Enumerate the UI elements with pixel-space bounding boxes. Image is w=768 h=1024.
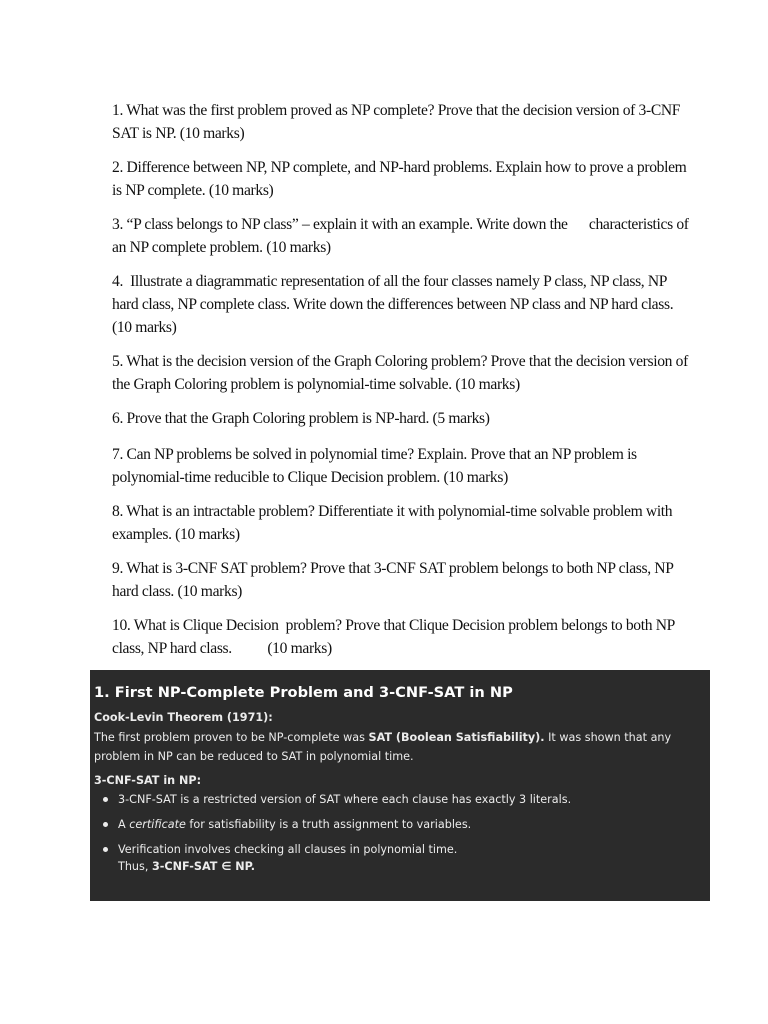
paragraph-text: It was shown that any problem in NP can be reduced to SAT in polynomial time.: [94, 731, 672, 763]
theorem-heading: Cook-Levin Theorem (1971):: [94, 711, 273, 724]
paragraph-bold-text: SAT (Boolean Satisfiability).: [368, 731, 545, 744]
bullet-italic-text: certificate: [129, 818, 186, 831]
question-item: 10. What is Clique Decision problem? Prove that Clique Decision problem belongs to both NP class, NP hard class. (10 marks): [112, 617, 675, 657]
question-item: 3. “P class belongs to NP class” – explain it with an example. Write down the characteristics of an NP complete problem. (10 marks): [112, 216, 689, 256]
list-item: 3-CNF-SAT is a restricted version of SAT where each clause has exactly 3 literals.: [94, 791, 694, 808]
conclusion-bold-text: 3-CNF-SAT ∈ NP.: [151, 860, 255, 873]
question-item: 2. Difference between NP, NP complete, and NP-hard problems. Explain how to prove a problem is NP complete. (10 marks): [112, 159, 687, 199]
question-item: 4. Illustrate a diagrammatic representation of all the four classes namely P class, NP class, NP hard class, NP complete class. Write down the differences between NP class and NP hard class. (10 marks): [112, 273, 674, 336]
question-item: 5. What is the decision version of the Graph Coloring problem? Prove that the decision version of the Graph Coloring problem is polynomial-time solvable. (10 marks): [112, 353, 688, 393]
bullet-text: A: [118, 818, 130, 831]
question-item: 8. What is an intractable problem? Differentiate it with polynomial-time solvable problem with examples. (10 marks): [112, 503, 673, 543]
section-heading: 3-CNF-SAT in NP:: [94, 774, 202, 787]
bullet-text: Verification involves checking all clauses in polynomial time.: [118, 843, 458, 856]
answer-title: 1. First NP-Complete Problem and 3-CNF-SAT in NP: [94, 684, 513, 701]
question-list: [112, 99, 692, 671]
bullet-list: [94, 791, 694, 875]
question-item: 6. Prove that the Graph Coloring problem is NP-hard. (5 marks): [112, 410, 490, 427]
list-item: [94, 816, 694, 833]
paragraph-text: The first problem proven to be NP-complete was: [94, 731, 369, 744]
question-item: 1. What was the first problem proved as NP complete? Prove that the decision version of 3-CNF SAT is NP. (10 marks): [112, 102, 681, 142]
list-item: [94, 841, 694, 875]
conclusion-text: Thus,: [118, 860, 152, 873]
answer-panel: [90, 670, 710, 901]
question-item: 7. Can NP problems be solved in polynomial time? Explain. Prove that an NP problem is polynomial-time reducible to Clique Decision problem. (10 marks): [112, 446, 637, 486]
bullet-text: for satisfiability is a truth assignment to variables.: [185, 818, 472, 831]
question-item: 9. What is 3-CNF SAT problem? Prove that 3-CNF SAT problem belongs to both NP class, NP hard class. (10 marks): [112, 560, 673, 600]
answer-paragraph: [94, 728, 694, 766]
